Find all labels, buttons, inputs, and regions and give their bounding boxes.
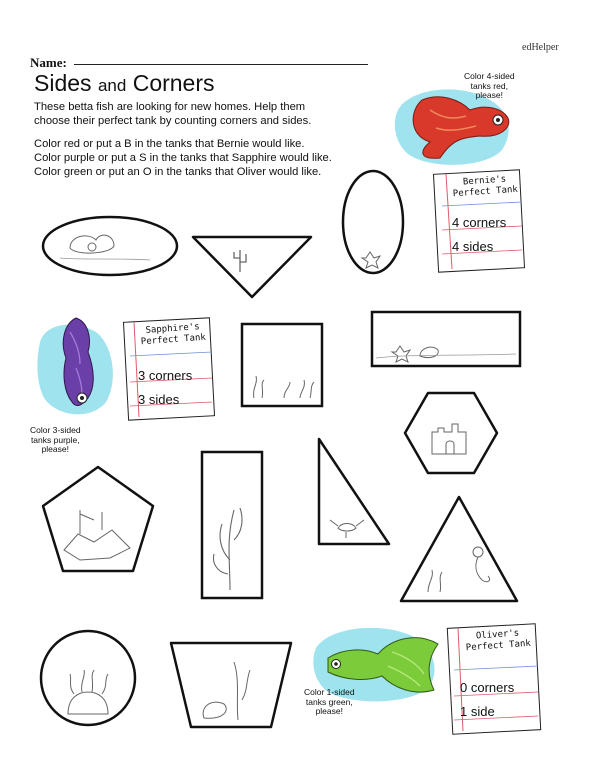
oliver-card-title-1: Oliver's [475,628,520,642]
oliver-perfect-tank-card [446,622,542,736]
instruction-purple: Color purple or put a S in the tanks that Sapphire would like. [34,152,332,164]
name-field[interactable] [74,64,368,65]
oliver-card-title-2: Perfect Tank [465,638,532,654]
bernie-card-title-1: Bernie's [462,174,507,188]
tank-inverted-triangle[interactable] [190,234,314,300]
oliver-corners: 0 corners [460,680,515,695]
tank-right-triangle[interactable] [316,436,392,548]
tank-circle[interactable] [38,628,138,728]
sapphire-perfect-tank-card [122,316,216,422]
tank-trapezoid[interactable] [168,640,294,730]
tank-ellipse[interactable] [40,214,180,278]
instruction-red: Color red or put a B in the tanks that Bernie would like. [34,138,305,150]
tank-pentagon[interactable] [40,464,156,574]
fish-pupil [334,662,338,666]
sapphire-corners: 3 corners [138,368,193,383]
bernie-note-line-1: Color 4-sided [464,71,515,81]
sapphire-note-line-2: tanks purple, [30,434,80,445]
bernie-card-title-2: Perfect Tank [452,184,519,200]
oliver-note-line-3: please! [315,706,343,716]
bernie-perfect-tank-card [432,168,526,274]
oliver-note-line-2: tanks green, [305,696,353,707]
page-title [34,70,215,97]
title-corners: Corners [132,70,215,96]
bernie-sides: 4 sides [452,239,494,254]
sapphire-card-title-1: Sapphire's [145,322,200,336]
tank-triangle[interactable] [398,494,520,604]
sapphire-note [30,426,81,455]
sapphire-fish-illustration [36,312,120,424]
instruction-green: Color green or put an O in the tanks that Oliver would like. [34,166,322,178]
oliver-sides: 1 side [460,704,495,719]
brand-label: edHelper [522,42,559,53]
sapphire-note-line-3: please! [41,444,69,454]
tank-tall-rectangle[interactable] [200,450,264,600]
tank-vertical-ellipse[interactable] [340,168,406,276]
bernie-note-line-3: please! [475,90,503,100]
oliver-note [304,688,355,717]
fish-pupil [496,118,500,122]
fish-pupil [80,396,84,400]
intro-line-1: These betta fish are looking for new homes. Help them [34,101,306,113]
sapphire-note-line-1: Color 3-sided [30,425,81,435]
tank-hexagon[interactable] [402,390,500,476]
name-label: Name: [30,55,67,70]
oliver-note-line-1: Color 1-sided [304,687,355,697]
title-sides: Sides [34,70,92,96]
bernie-note [464,72,515,101]
intro-line-2: choose their perfect tank by counting corners and sides. [34,115,312,127]
bernie-note-line-2: tanks red, [470,80,508,91]
sapphire-card-title-2: Perfect Tank [140,332,207,348]
tank-square[interactable] [240,322,324,408]
bernie-corners: 4 corners [452,215,507,230]
tank-rectangle[interactable] [370,310,522,368]
title-and: and [97,76,127,95]
sapphire-sides: 3 sides [138,392,180,407]
